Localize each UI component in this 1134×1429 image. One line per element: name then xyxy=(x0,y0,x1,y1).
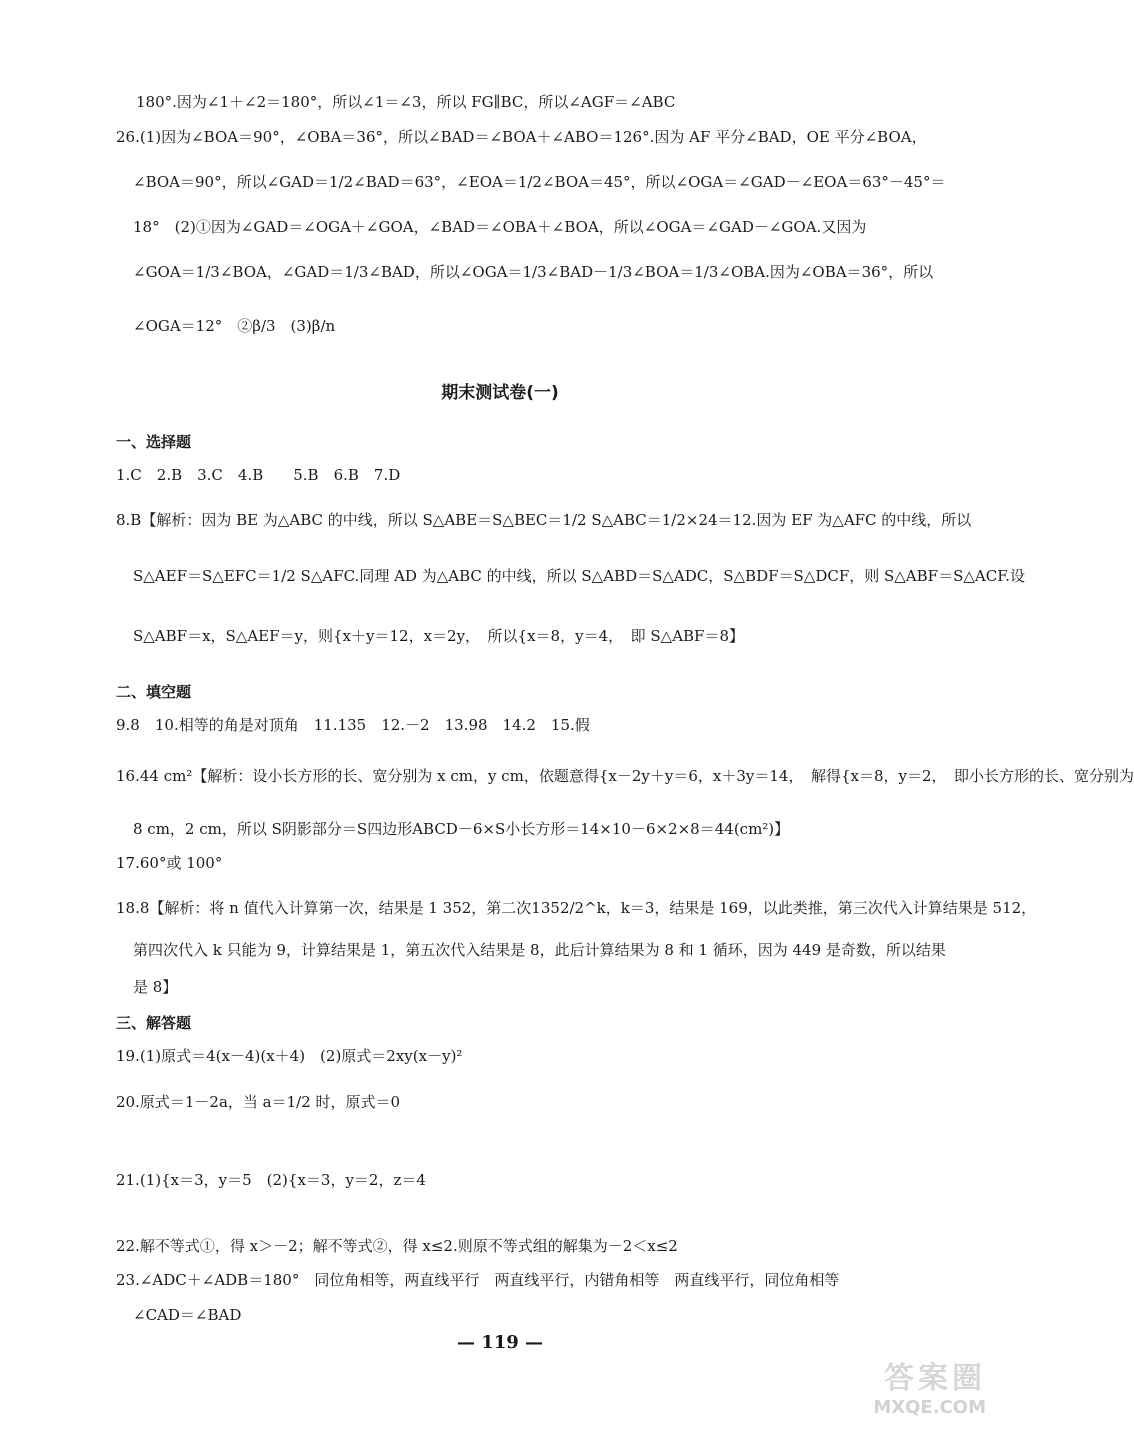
watermark xyxy=(836,1353,986,1423)
section-answer: 三、解答题 xyxy=(116,1014,192,1032)
answer-choice-1-7: 1.C 2.B 3.C 4.B 5.B 6.B 7.D xyxy=(116,466,401,484)
answer-8-line-1: 8.B【解析：因为 BE 为△ABC 的中线，所以 S△ABE＝S△BEC＝1/2 S△ABC＝1/2×24＝12.因为 EF 为△AFC 的中线，所以 xyxy=(116,511,972,529)
prev-solution-line-1: 180°.因为∠1＋∠2＝180°，所以∠1＝∠3，所以 FG∥BC，所以∠AGF＝∠ABC xyxy=(136,93,676,111)
section-fill: 二、填空题 xyxy=(116,683,192,701)
answer-23-line-1: 23.∠ADC＋∠ADB＝180° 同位角相等，两直线平行 两直线平行，内错角相等 两直线平行，同位角相等 xyxy=(116,1271,840,1289)
answer-17: 17.60°或 100° xyxy=(116,854,223,872)
answer-22: 22.解不等式①，得 x＞－2；解不等式②，得 x≤2.则原不等式组的解集为－2＜x≤2 xyxy=(116,1237,678,1255)
watermark-url: MXQE.COM xyxy=(873,1397,986,1418)
prev-solution-line-3: ∠BOA＝90°，所以∠GAD＝1/2∠BAD＝63°，∠EOA＝1/2∠BOA＝45°，所以∠OGA＝∠GAD－∠EOA＝63°－45°＝ xyxy=(133,173,946,191)
exam-title: 期末测试卷(一) xyxy=(441,383,559,403)
watermark-logo-text: 答案圈 xyxy=(884,1361,986,1396)
answer-16-line-2: 8 cm，2 cm，所以 S阴影部分＝S四边形ABCD－6×S小长方形＝14×10－6×2×8＝44(cm²)】 xyxy=(133,820,790,838)
answer-16-line-1: 16.44 cm²【解析：设小长方形的长、宽分别为 x cm，y cm，依题意得{x－2y＋y＝6，x＋3y＝14， 解得{x＝8，y＝2， 即小长方形的长、宽分别为 xyxy=(116,767,1134,785)
answer-19: 19.(1)原式＝4(x－4)(x＋4) (2)原式＝2xy(x－y)² xyxy=(116,1047,463,1065)
prev-solution-line-2: 26.(1)因为∠BOA＝90°，∠OBA＝36°，所以∠BAD＝∠BOA＋∠ABO＝126°.因为 AF 平分∠BAD，OE 平分∠BOA， xyxy=(116,128,927,146)
prev-solution-line-4: 18° (2)①因为∠GAD＝∠OGA＋∠GOA，∠BAD＝∠OBA＋∠BOA，所以∠OGA＝∠GAD－∠GOA.又因为 xyxy=(133,218,867,236)
answer-18-line-1: 18.8【解析：将 n 值代入计算第一次，结果是 1 352，第二次1352/2^k，k＝3，结果是 169，以此类推，第三次代入计算结果是 512， xyxy=(116,899,1037,917)
section-choice: 一、选择题 xyxy=(116,433,192,451)
answer-18-line-3: 是 8】 xyxy=(133,978,178,996)
answer-8-line-3: S△ABF＝x，S△AEF＝y，则{x＋y＝12，x＝2y， 所以{x＝8，y＝4， 即 S△ABF＝8】 xyxy=(133,627,745,645)
answer-8-line-2: S△AEF＝S△EFC＝1/2 S△AFC.同理 AD 为△ABC 的中线，所以 S△ABD＝S△ADC，S△BDF＝S△DCF，则 S△ABF＝S△ACF.设 xyxy=(133,567,1026,585)
answer-23-line-2: ∠CAD＝∠BAD xyxy=(133,1306,242,1324)
prev-solution-line-5: ∠GOA＝1/3∠BOA，∠GAD＝1/3∠BAD，所以∠OGA＝1/3∠BAD－1/3∠BOA＝1/3∠OBA.因为∠OBA＝36°，所以 xyxy=(133,263,934,281)
answer-fill-9-15: 9.8 10.相等的角是对顶角 11.135 12.－2 13.98 14.2 15.假 xyxy=(116,716,590,734)
answer-20: 20.原式＝1－2a，当 a＝1/2 时，原式＝0 xyxy=(116,1093,401,1111)
answer-21: 21.(1){x＝3，y＝5 (2){x＝3，y＝2，z＝4 xyxy=(116,1171,426,1189)
prev-solution-line-6: ∠OGA＝12° ②β/3 (3)β/n xyxy=(133,317,336,335)
answer-18-line-2: 第四次代入 k 只能为 9，计算结果是 1，第五次代入结果是 8，此后计算结果为 8 和 1 循环，因为 449 是奇数，所以结果 xyxy=(133,941,946,959)
page-number: — 119 — xyxy=(456,1332,544,1353)
